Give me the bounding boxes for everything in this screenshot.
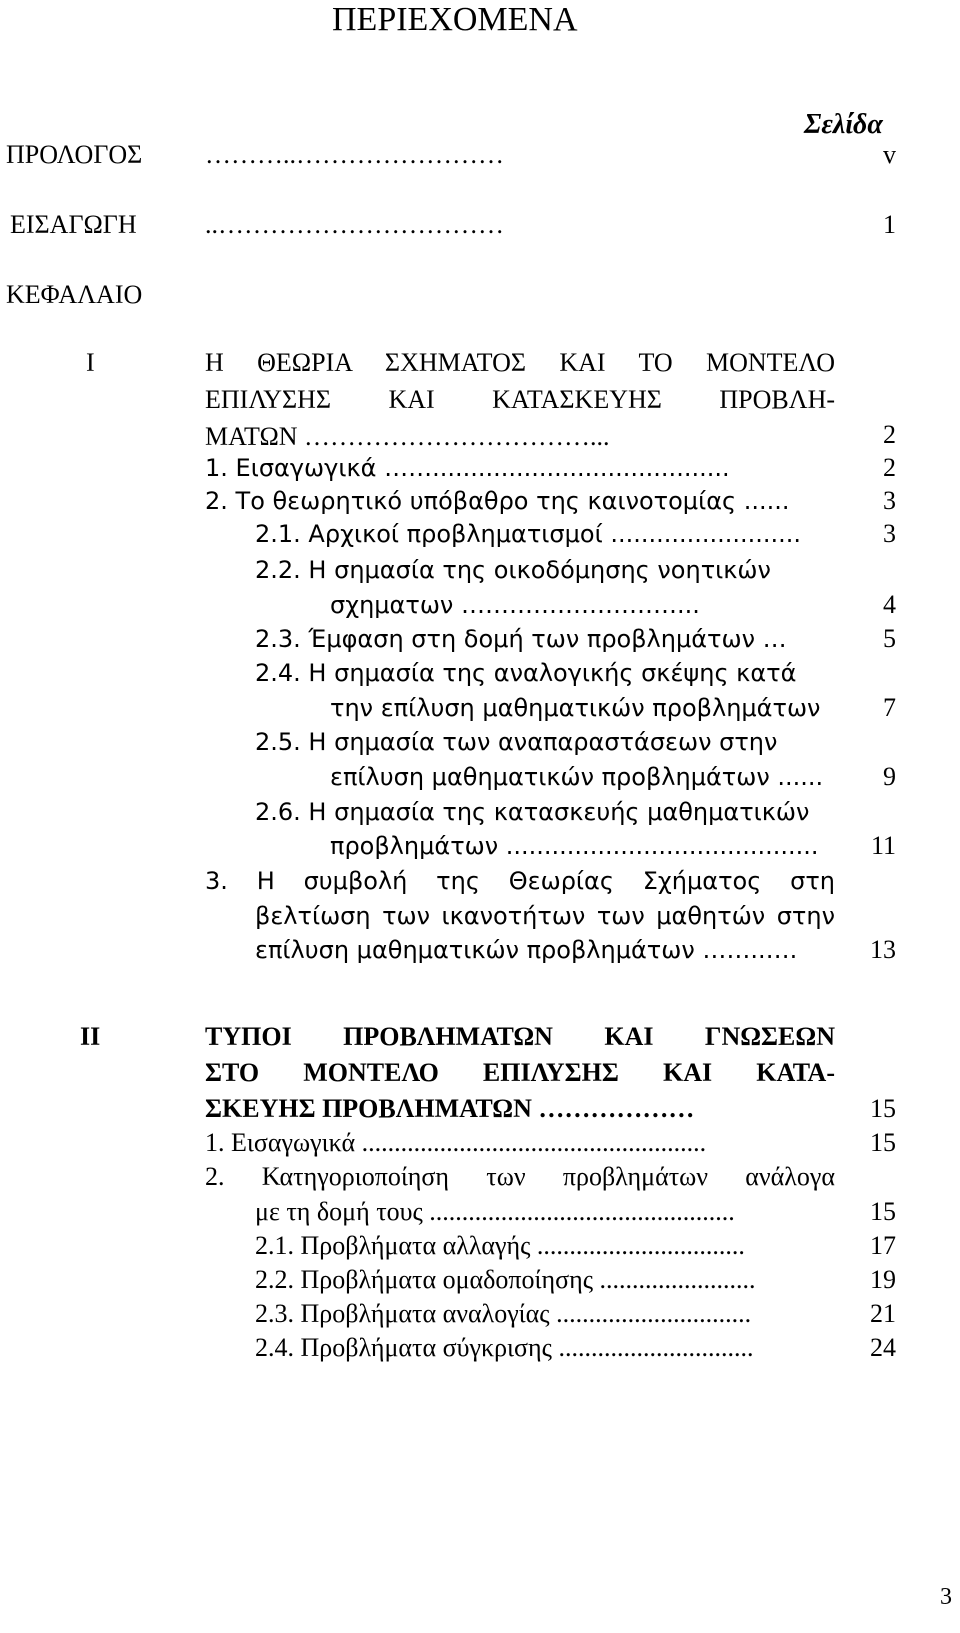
toc-intro-page: 1 [883,210,896,239]
toc-prologue-page: v [883,140,896,169]
toc-entry-text [205,866,835,901]
toc-entry-page: 9 [883,762,896,791]
chapter-2-title-line: ΤΥΠΟΙ ΠΡΟΒΛΗΜΑΤΩΝ ΚΑΙ ΓΝΩΣΕΩΝ [205,1022,835,1051]
toc-entry-text: 2.5. Η σημασία των αναπαραστάσεων στην [255,728,778,756]
toc-entry-text: 2.4. Προβλήματα σύγκρισης .............................. [255,1333,754,1362]
toc-entry-page: 7 [883,693,896,722]
toc-entry-text: 1. Εισαγωγικά ……....................................... [205,454,730,482]
toc-entry-page: 2 [883,453,896,482]
toc-entry-page: 17 [870,1231,896,1260]
chapter-2-title-page: 15 [870,1094,896,1123]
toc-entry-text: 2.3. Έμφαση στη δομή των προβλημάτων … [255,625,787,653]
toc-prologue-label: ΠΡΟΛΟΓΟΣ [6,140,143,169]
toc-entry-page: 11 [870,831,896,860]
chapter-1-numeral: Ι [86,348,95,377]
toc-entry-text: 2.1. Αρχικοί προβληματισμοί ......................... [255,520,802,548]
toc-entry-page: 21 [870,1299,896,1328]
toc-entry-text: προβλημάτων ......................................... [330,832,819,860]
toc-entry-line: 2. Κατηγοριοποίηση των προβλημάτων ανάλογα [205,1162,835,1191]
toc-entry-page: 15 [870,1197,896,1226]
toc-entry-text: 2.3. Προβλήματα αναλογίας .............................. [255,1299,752,1328]
toc-entry-text: με τη δομή τους ............................................... [255,1197,735,1226]
toc-entry-page: 5 [883,624,896,653]
toc-entry-text: 2.1. Προβλήματα αλλαγής ................................ [255,1231,745,1260]
toc-intro-label: ΕΙΣΑΓΩΓΗ [10,210,137,239]
page-column-header: Σελίδα [804,109,883,140]
toc-chapter-label: ΚΕΦΑΛΑΙΟ [6,280,143,309]
toc-entry-text [255,901,835,931]
toc-entry-text: 2.2. Προβλήματα ομαδοποίησης ........................ [255,1265,756,1294]
toc-entry-text: 1. Εισαγωγικά ..................................................... [205,1128,707,1157]
toc-entry-text: 2.6. Η σημασία της κατασκευής μαθηματικών [255,798,810,826]
toc-entry-text: την επίλυση μαθηματικών προβλημάτων [330,694,821,722]
chapter-2-title [205,1022,835,1124]
page-title: ΠΕΡΙΕΧΟΜΕΝΑ [332,1,578,38]
toc-entry-line: βελτίωση των ικανοτήτων των μαθητών στην [255,902,835,930]
toc-entry-text: επίλυση μαθηματικών προβλημάτων ...... [330,763,824,791]
toc-entry-text [205,1162,835,1192]
toc-entry-text: σχηματων ………………………... [330,591,700,619]
page-number: 3 [940,1584,952,1610]
toc-entry-page: 19 [870,1265,896,1294]
chapter-1-title-line: ΕΠΙΛΥΣΗΣ ΚΑΙ ΚΑΤΑΣΚΕΥΗΣ ΠΡΟΒΛΗ- [205,385,835,414]
toc-entry-text: 2. Το θεωρητικό υπόβαθρο της καινοτομίας ...... [205,487,790,515]
toc-entry-page: 13 [870,935,896,964]
toc-entry-page: 24 [870,1333,896,1362]
chapter-1-title-page: 2 [883,420,896,449]
chapter-1-title [205,348,835,452]
toc-intro-leader: ..…………………………… [205,210,504,239]
toc-entry-text: 2.2. Η σημασία της οικοδόμησης νοητικών [255,556,771,584]
toc-entry-page: 3 [883,519,896,548]
chapter-1-title-line: Η ΘΕΩΡΙΑ ΣΧΗΜΑΤΟΣ ΚΑΙ ΤΟ ΜΟΝΤΕΛΟ [205,348,835,377]
toc-prologue-leader: ………..…………………… [205,140,504,169]
toc-entry-page: 15 [870,1128,896,1157]
toc-entry-text: 2.4. Η σημασία της αναλογικής σκέψης κατά [255,659,797,687]
chapter-2-title-line: ΣΤΟ ΜΟΝΤΕΛΟ ΕΠΙΛΥΣΗΣ ΚΑΙ ΚΑΤΑ- [205,1058,835,1087]
toc-entry-line: 3. Η συμβολή της Θεωρίας Σχήματος στη [205,867,835,895]
chapter-1-title-line: ΜΑΤΩΝ ……………………………... [205,422,610,451]
toc-entry-page: 4 [883,590,896,619]
toc-entry-page: 3 [883,486,896,515]
chapter-2-numeral: ΙΙ [80,1022,101,1051]
toc-entry-text: επίλυση μαθηματικών προβλημάτων ……..…. [255,936,798,964]
chapter-2-title-line: ΣΚΕΥΗΣ ΠΡΟΒΛΗΜΑΤΩΝ ……………… [205,1094,695,1123]
